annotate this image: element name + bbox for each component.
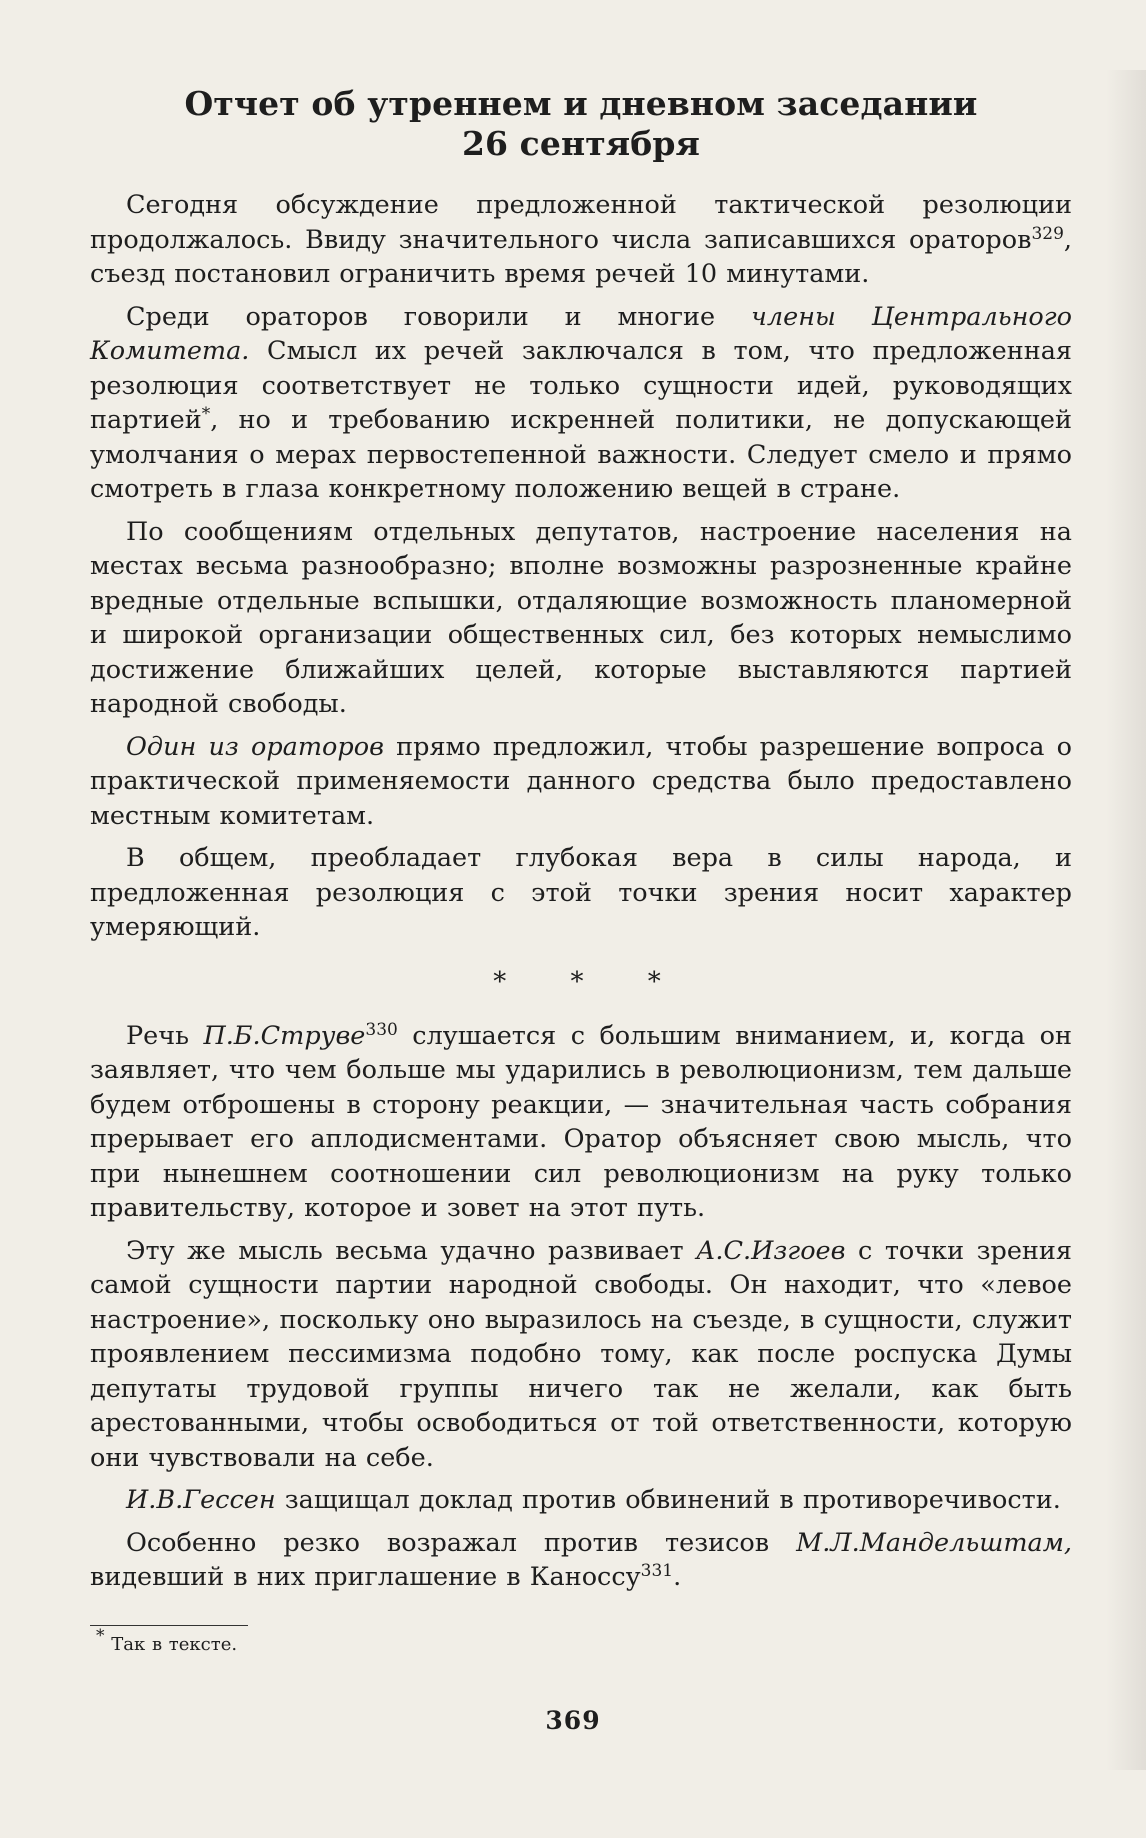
footnote-ref-331: 331: [640, 1561, 674, 1581]
footnote-ref-star: *: [201, 404, 211, 424]
paragraph-7: Эту же мысль весьма удачно развивает А.С.Изгоев с точки зрения самой сущности партии народной свободы. Он находит, что «левое настроение», поскольку оно выразилось на съезде, в сущности, служит проявлением пессимизма подобно тому, как после роспуска Думы депутаты трудовой группы ничего так не желали, как быть арестованными, чтобы освободиться от той ответственности, которую они чувствовали на себе.: [90, 1235, 1072, 1473]
footnote-text: Так в тексте.: [111, 1633, 238, 1655]
paragraph-3: По сообщениям отдельных депутатов, настроение населения на местах весьма разнообразно; вполне возможны разрозненные крайне вредные отдельные вспышки, отдаляющие возможность планомерной и широкой организации общественных сил, без которых немыслимо достижение ближайших целей, которые выставляются партией народной свободы.: [90, 516, 1072, 719]
title-line-1: Отчет об утреннем и дневном заседании: [184, 84, 978, 123]
footnote: [90, 1625, 1072, 1656]
paragraph-1: Сегодня обсуждение предложенной тактической резолюции продолжалось. Ввиду значительного числа записавшихся ораторов$^{329}$, съезд постановил ограничить время речей 10 минутами.: [90, 190, 1072, 289]
title-line-2: 26 сентября: [461, 124, 701, 163]
paragraph-5: В общем, преобладает глубокая вера в силы народа, и предложенная резолюция с этой точки зрения носит характер умеряющий.: [90, 843, 1072, 942]
footnote-divider: [90, 1625, 248, 1626]
paragraph-8: И.В.Гессен защищал доклад против обвинений в противоречивости.: [126, 1485, 1061, 1515]
page-title: [90, 84, 1072, 164]
footnote-ref-329: 329: [1031, 223, 1064, 244]
page-content: [90, 84, 1072, 1664]
paragraph-2: Среди ораторов говорили и многие члены Центрального Комитета. Смысл их речей заключался в том, что предложенная резолюция соответствует не только сущности идей, руководящих партией*, но и требованию искренней политики, не допускающей умолчания о мерах первостепенной важности. Следует смело и прямо смотреть в глаза конкретному положению вещей в стране.: [90, 301, 1072, 504]
footnote-mark: *: [96, 1625, 105, 1646]
footnote-ref-330: 330: [365, 1019, 398, 1040]
paragraph-4: Один из ораторов прямо предложил, чтобы разрешение вопроса о практической применяемости данного средства было предоставлено местным комитетам.: [90, 731, 1073, 831]
paragraph-9: Особенно резко возражал против тезисов М.Л.Мандельштам, видевший в них приглашение в Каноссу$^{331}$.: [90, 1527, 1072, 1592]
show-through-shadow: [1106, 70, 1146, 1770]
page-number: 369: [545, 1706, 601, 1735]
section-separator: * * *: [493, 966, 689, 997]
paragraph-6: Речь П.Б.Струве$^{330}$ слушается с большим вниманием, и, когда он заявляет, что чем больше мы ударились в революционизм, тем дальше будем отброшены в сторону реакции, — значительная часть собрания прерывает его аплодисментами. Оратор объясняет свою мысль, что при нынешнем соотношении сил революционизм на руку только правительству, которое и зовет на этот путь.: [90, 1019, 1072, 1223]
